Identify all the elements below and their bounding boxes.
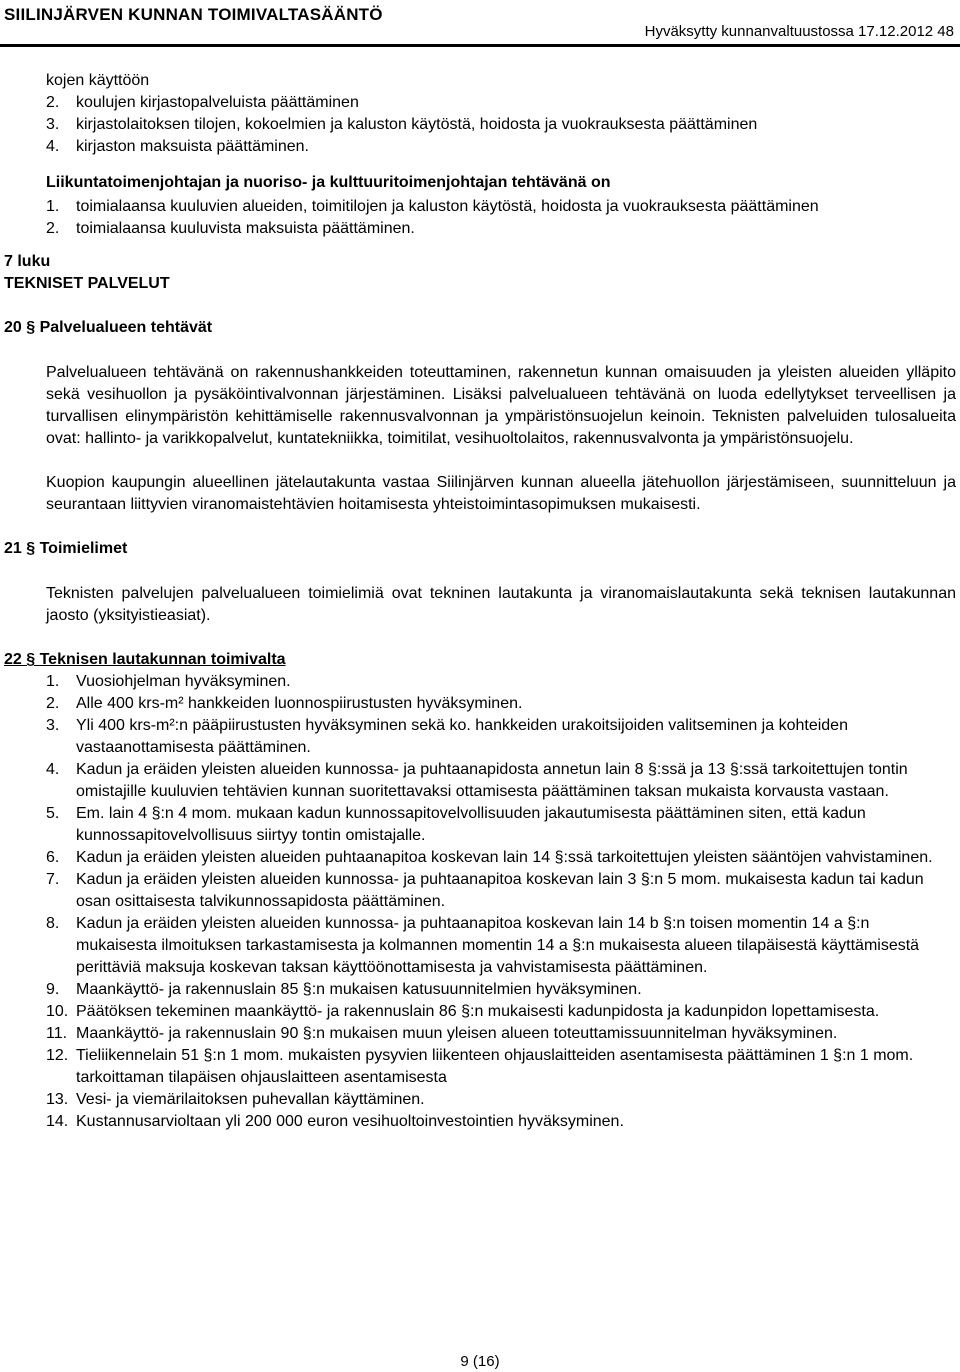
list-number: 13. [46,1091,69,1108]
top-list [0,70,960,158]
list-number: 6. [46,849,60,866]
list-number: 8. [46,915,60,932]
list-item [46,114,956,136]
list-item [46,759,952,803]
list-text: kirjastolaitoksen tilojen, kokoelmien ja kaluston käytöstä, hoidosta ja vuokrauksesta päättäminen [76,116,758,133]
list-number: 11. [46,1025,68,1042]
list-item [46,715,952,759]
list-number: 10. [46,1003,69,1020]
document-title: SIILINJÄRVEN KUNNAN TOIMIVALTASÄÄNTÖ [4,5,383,24]
list-number: 14. [46,1113,69,1130]
list-item [46,1045,952,1089]
list-item [46,196,956,218]
list-text: Maankäyttö- ja rakennuslain 85 §:n mukaisen katusuunnitelmien hyväksyminen. [76,981,642,998]
list-number: 1. [46,673,60,690]
list-number: 2. [46,695,60,712]
section-20-paragraph-2: Kuopion kaupungin alueellinen jätelautakunta vastaa Siilinjärven kunnan alueella jätehuollon järjestämiseen, suunnitteluun ja seurantaan liittyvien viranomaistehtävien hoitamisesta yhteistoimintasopimuksen mukaisesti. [46,474,956,513]
list-text: toimialaansa kuuluvista maksuista päättäminen. [76,220,415,237]
page-number: 9 (16) [460,1353,500,1370]
chapter-number: 7 luku [4,253,51,270]
section-21-heading: 21 § Toimielimet [4,540,128,557]
list-item [46,671,952,693]
list-text: koulujen kirjastopalveluista päättäminen [76,94,359,111]
list-item [46,136,956,158]
approval-date: Hyväksytty kunnanvaltuustossa 17.12.2012 48 [644,23,954,40]
section-20-heading: 20 § Palvelualueen tehtävät [4,319,213,336]
chapter-title: TEKNISET PALVELUT [4,275,170,292]
list-text: Em. lain 4 §:n 4 mom. mukaan kadun kunnossapitovelvollisuuden jakautumisesta päättäminen siten, että kadun kunnossapitovelvollisuus siirtyy tontin omistajalle. [76,805,866,844]
list-number: 2. [46,220,60,237]
section-20-paragraph-1: Palvelualueen tehtävänä on rakennushankkeiden toteuttaminen, rakennetun kunnan omaisuuden ja yleisten alueiden ylläpito sekä vesihuollon ja pysäköintivalvonnan järjestäminen. Lisäksi palvelualueen tehtävänä on luoda edellytykset terveellisen ja turvallisen elinympäristön kehittämiselle rakennusvalvonnan ja ympäristönsuojelun keinoin. Teknisten palveluiden tulosalueita ovat: hallinto- ja varikkopalvelut, kuntatekniikka, toimitilat, vesihuoltolaitos, rakennusvalvonta ja ympäristönsuojelu. [46,364,956,447]
list-text: kirjaston maksuista päättäminen. [76,138,309,155]
list-text: Maankäyttö- ja rakennuslain 90 §:n mukaisen muun yleisen alueen toteuttamissuunnitelman hyväksyminen. [76,1025,838,1042]
page-header [0,0,960,47]
liikunta-section [0,172,960,240]
list-number: 4. [46,761,60,778]
list-item [46,979,952,1001]
list-number: 9. [46,981,60,998]
list-item [46,1089,952,1111]
list-item [46,1023,952,1045]
list-item [46,1111,952,1133]
list-text: toimialaansa kuuluvien alueiden, toimitilojen ja kaluston käytöstä, hoidosta ja vuokrauksesta päättäminen [76,198,819,215]
list-text: Kadun ja eräiden yleisten alueiden puhtaanapitoa koskevan lain 14 §:ssä tarkoitettujen yleisten sääntöjen vahvistaminen. [76,849,933,866]
list-number: 5. [46,805,60,822]
list-continuation: kojen käyttöön [46,72,150,89]
section-21-paragraph: Teknisten palvelujen palvelualueen toimielimiä ovat tekninen lautakunta ja viranomaislautakunta sekä teknisen lautakunnan jaosto (yksityistieasiat). [46,585,956,624]
list-item [46,218,956,240]
list-item [46,913,952,979]
list-number: 3. [46,116,60,133]
list-text: Alle 400 krs-m² hankkeiden luonnospiirustusten hyväksyminen. [76,695,523,712]
list-text: Päätöksen tekeminen maankäyttö- ja rakennuslain 86 §:n mukaisesti kadunpidosta ja kadunpidon lopettamisesta. [76,1003,880,1020]
list-text: Yli 400 krs-m²:n pääpiirustusten hyväksyminen sekä ko. hankkeiden urakoitsijoiden valitseminen ja kohteiden vastaanottamisesta päättäminen. [76,717,848,756]
list-text: Kustannusarvioltaan yli 200 000 euron vesihuoltoinvestointien hyväksyminen. [76,1113,624,1130]
list-text: Kadun ja eräiden yleisten alueiden kunnossa- ja puhtaanapitoa koskevan lain 3 §:n 5 mom. mukaisesta kadun tai kadun osan osittaisesta talvikunnossapidosta päättäminen. [76,871,924,910]
liikunta-heading: Liikuntatoimenjohtajan ja nuoriso- ja kulttuuritoimenjohtajan tehtävänä on [46,174,611,191]
list-text: Vuosiohjelman hyväksyminen. [76,673,291,690]
list-number: 3. [46,717,60,734]
list-item [46,847,952,869]
list-item [46,1001,952,1023]
list-item [46,693,952,715]
section-22-heading: 22 § Teknisen lautakunnan toimivalta [4,651,286,668]
list-text: Kadun ja eräiden yleisten alueiden kunnossa- ja puhtaanapitoa koskevan lain 14 b §:n toisen momentin 14 a §:n mukaisesta ilmoituksen tarkastamisesta ja kolmannen momentin 14 a §:n mukaisesta alueen tilapäisestä käyttämisestä perittäviä maksuja koskevan taksan käyttöönottamisesta ja vahvistamisesta päättäminen. [76,915,920,976]
list-number: 2. [46,94,60,111]
list-item [46,92,956,114]
list-number: 7. [46,871,60,888]
list-text: Tieliikennelain 51 §:n 1 mom. mukaisten pysyvien liikenteen ohjauslaitteiden asentamisesta päättäminen 1 §:n 1 mom. tarkoittaman tilapäisen ohjauslaitteen asentamisesta [76,1047,914,1086]
list-number: 12. [46,1047,69,1064]
list-text: Kadun ja eräiden yleisten alueiden kunnossa- ja puhtaanapidosta annetun lain 8 §:ssä ja 13 §:ssä tarkoitettujen tontin omistajille kuuluvien tehtävien kunnan suoritettavaksi ottamisesta päättäminen taksan mukaista korvausta vastaan. [76,761,908,800]
section-22-list [0,671,960,1133]
list-item [46,803,952,847]
list-number: 4. [46,138,60,155]
list-number: 1. [46,198,60,215]
list-text: Vesi- ja viemärilaitoksen puhevallan käyttäminen. [76,1091,425,1108]
list-item [46,869,952,913]
document-body [0,70,960,1133]
